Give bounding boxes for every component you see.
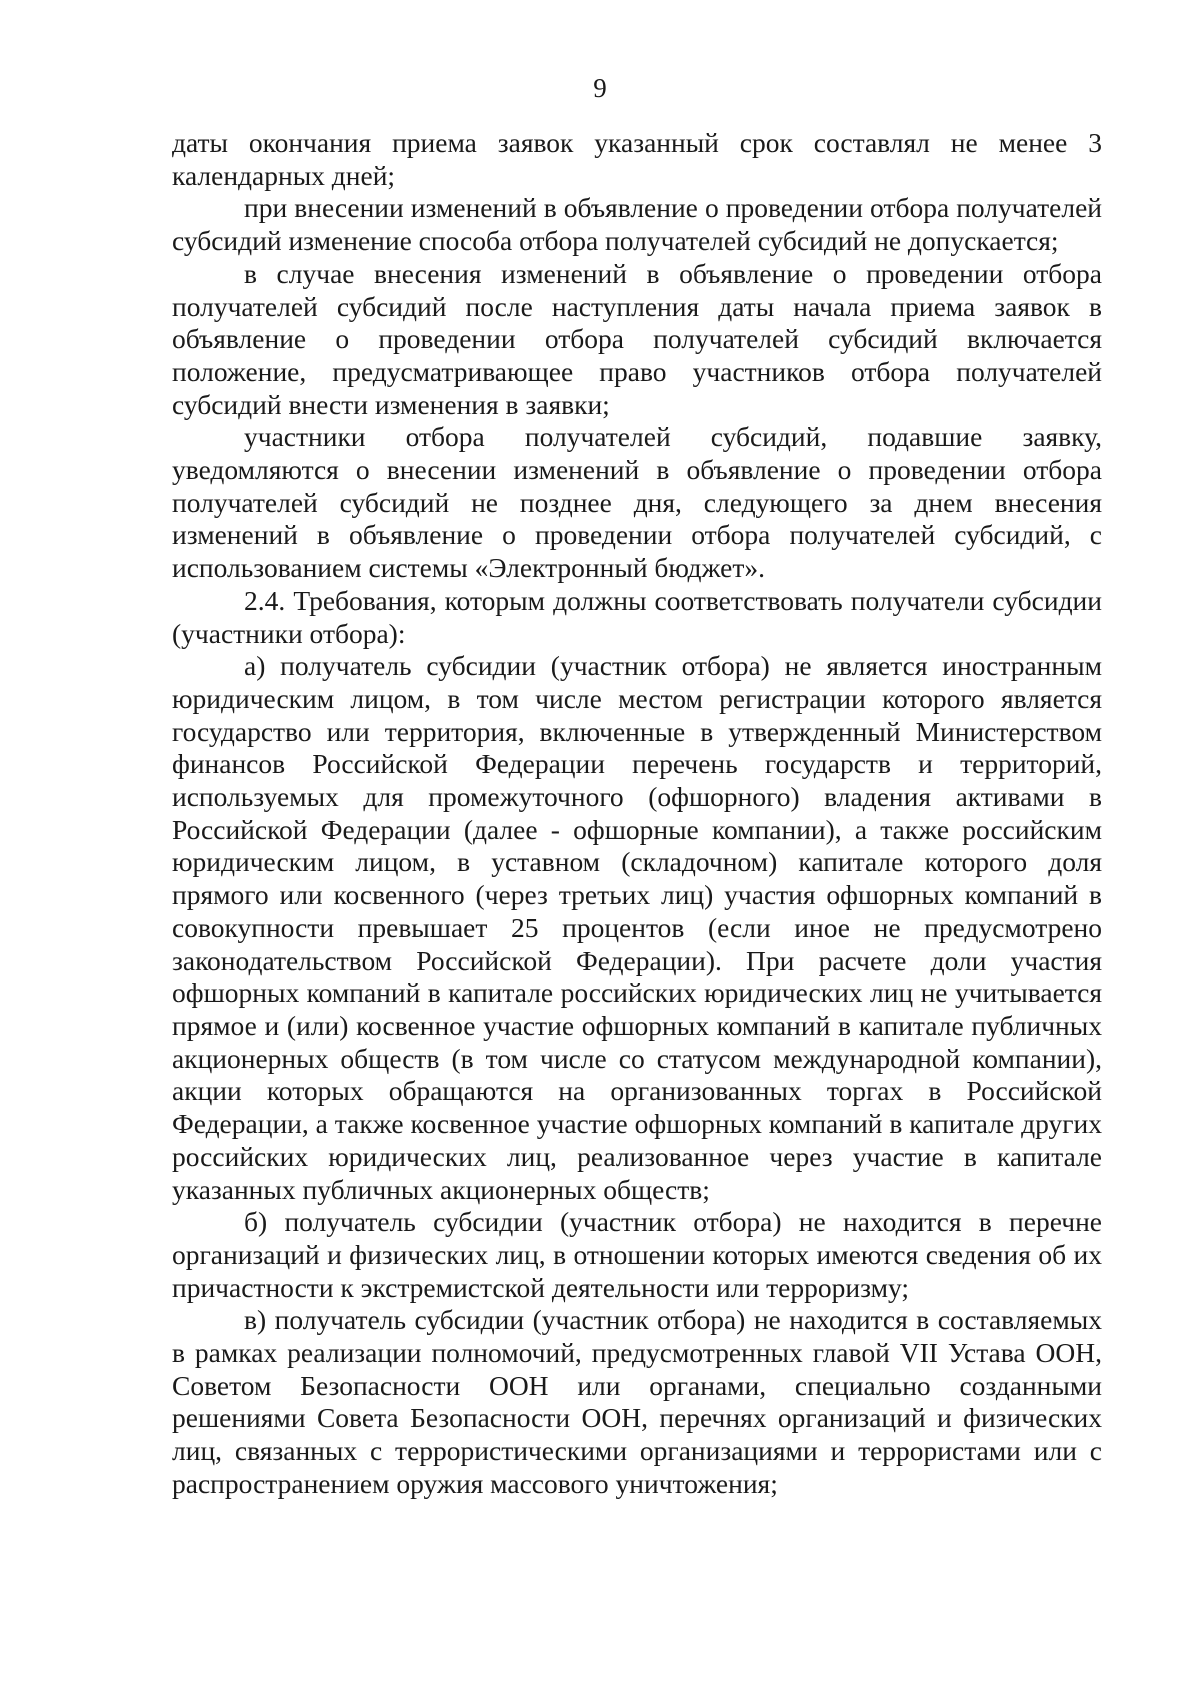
paragraph-item-b: б) получатель субсидии (участник отбора) не находится в перечне организаций и физических лиц, в отношении которых имеются сведения об их причастности к экстремистской деятельности или терроризму; — [172, 1206, 1102, 1303]
paragraph-section-2-4: 2.4. Требования, которым должны соответствовать получатели субсидии (участники отбора): — [172, 584, 1102, 649]
paragraph-changes-after-start: в случае внесения изменений в объявление о проведении отбора получателей субсидий после наступления даты начала приема заявок в объявление о проведении отбора получателей субсидий включается положение, предусматривающее право участников отбора получателей субсидий внести изменения в заявки; — [172, 257, 1102, 420]
paragraph-item-v: в) получатель субсидии (участник отбора) не находится в составляемых в рамках реализации полномочий, предусмотренных главой VII Устава ООН, Советом Безопасности ООН или органами, специально созданными решениями Совета Безопасности ООН, перечнях организаций и физических лиц, связанных с террористическими организациями и террористами или с распространением оружия массового уничтожения; — [172, 1304, 1102, 1499]
paragraph-participants-notified: участники отбора получателей субсидий, подавшие заявку, уведомляются о внесении изменений в объявление о проведении отбора получателей субсидий не позднее дня, следующего за днем внесения изменений в объявление о проведении отбора получателей субсидий, с использованием системы «Электронный бюджет». — [172, 421, 1102, 584]
paragraph-continuation: даты окончания приема заявок указанный срок составлял не менее 3 календарных дней; — [172, 127, 1102, 191]
paragraph-no-change-of-method: при внесении изменений в объявление о проведении отбора получателей субсидий изменение способа отбора получателей субсидий не допускается; — [172, 192, 1102, 257]
document-body — [172, 127, 1102, 1501]
page-number: 9 — [593, 73, 607, 103]
paragraph-item-a: а) получатель субсидии (участник отбора) не является иностранным юридическим лицом, в том числе местом регистрации которого является государство или территория, включенные в утвержденный Министерством финансов Российской Федерации перечень государств и территорий, используемых для промежуточного (офшорного) владения активами в Российской Федерации (далее - офшорные компании), а также российским юридическим лицом, в уставном (складочном) капитале которого доля прямого или косвенного (через третьих лиц) участия офшорных компаний в совокупности превышает 25 процентов (если иное не предусмотрено законодательством Российской Федерации). При расчете доли участия офшорных компаний в капитале российских юридических лиц не учитывается прямое и (или) косвенное участие офшорных компаний в капитале публичных акционерных обществ (в том числе со статусом международной компании), акции которых обращаются на организованных торгах в Российской Федерации, а также косвенное участие офшорных компаний в капитале других российских юридических лиц, реализованное через участие в капитале указанных публичных акционерных обществ; — [172, 650, 1102, 1205]
